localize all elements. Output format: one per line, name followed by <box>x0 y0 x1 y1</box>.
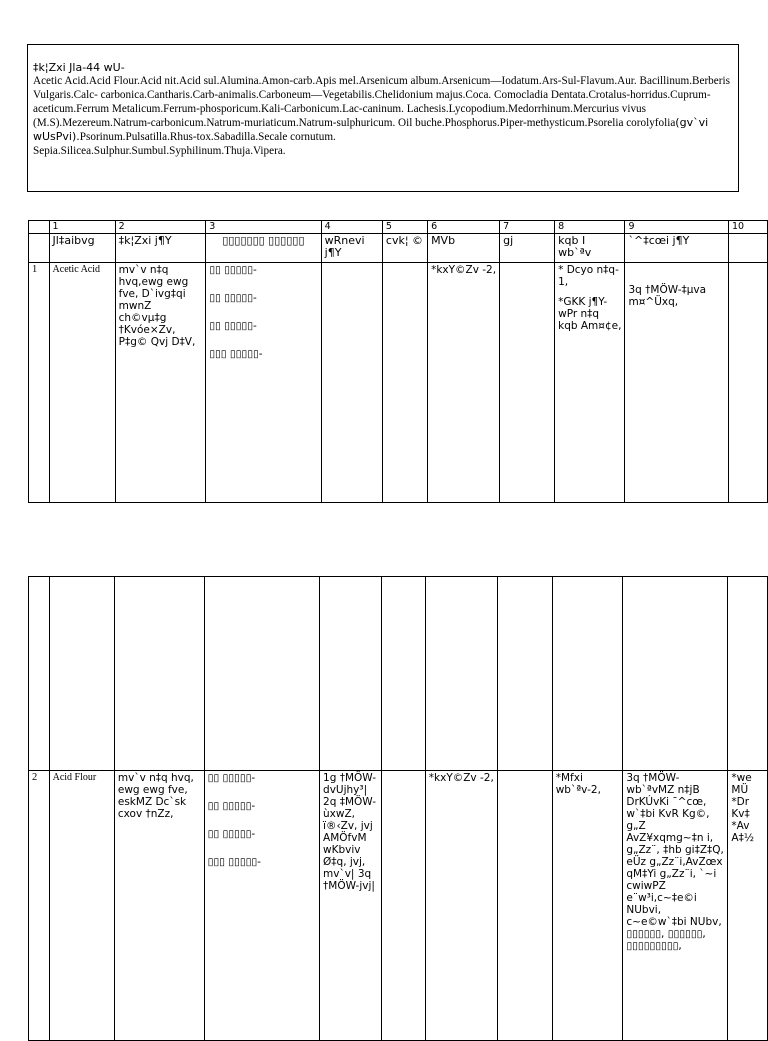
col-num-2: 2 <box>115 221 206 234</box>
col-num-0 <box>29 221 50 234</box>
side-cell <box>381 771 425 1041</box>
grade-line: ▯▯ ▯▯▯▯▯- <box>207 828 256 840</box>
col6-cell: *kxY©Zv -2, <box>425 771 497 1041</box>
grade-line: ▯▯ ▯▯▯▯▯- <box>209 292 257 304</box>
grade-line: ▯▯ ▯▯▯▯▯- <box>209 320 257 332</box>
grade-line: ▯▯▯ ▯▯▯▯▯- <box>207 856 261 868</box>
sleep-line: * Dcyo n‡q-1, <box>558 264 619 288</box>
dreams-text: 3q †MÖW-‡µva m¤^Üxq, <box>628 284 707 308</box>
col-num-5: 5 <box>382 221 427 234</box>
header-row <box>29 234 768 263</box>
grade-line: ▯▯ ▯▯▯▯▯- <box>209 264 257 276</box>
header-col-3: ▯▯▯▯▯▯▯ ▯▯▯▯▯▯ <box>206 234 321 263</box>
grade-cell <box>204 771 319 1041</box>
grade-cell <box>206 263 321 503</box>
remedy-list-box <box>27 44 739 192</box>
col10-cell <box>728 263 767 503</box>
col-num-9: 9 <box>625 221 729 234</box>
column-number-row <box>29 221 768 234</box>
dreams-cell <box>625 263 729 503</box>
col6-cell: *kxY©Zv -2, <box>428 263 500 503</box>
grade-line: ▯▯ ▯▯▯▯▯- <box>207 800 256 812</box>
col-num-3: 3 <box>206 221 321 234</box>
body-symptoms-cell: mv`v n‡q hvq, ewg ewg fve, eskMZ Dc`sk cxov †nZz, <box>114 771 204 1041</box>
symptom-table-page2 <box>28 576 768 1041</box>
col-num-10: 10 <box>728 221 767 234</box>
col-num-8: 8 <box>555 221 625 234</box>
remedy-list-text-a: Acetic Acid.Acid Flour.Acid nit.Acid sul.Alumina.Amon-carb.Apis mel.Arsenicum album.Arsenicum—Iodatum.Ars-Sul-Flavum.Aur. Bacillinum.Berberis Vulgaris.Calc- carbonica.Cantharis.Carb-animalis.Carboneum—Vegetabilis.Chelidonium majus.Coca. Comocladia Dentata.Crotalus-horridus.Cuprum-aceticum.Ferrum Metalicum.Ferrum-phosporicum.Kali-Carbonicum.Lac-caninum. Lachesis.Lycopodium.Medorrhinum.Mercurius vivus (M.S).Mezereum.Natrum-carbonicum.Natrum-muriaticum.Natrum-sulphuricum. Oil buche.Phosphorus.Piper-methysticum.Psorelia corolyfolia <box>33 75 730 129</box>
grade-line: ▯▯ ▯▯▯▯▯- <box>207 772 256 784</box>
header-col-6: MVb <box>428 234 500 263</box>
row-index: 1 <box>29 263 50 503</box>
dreams-cell: 3q †MÖW-wb`ªvMZ n‡jB DrKÚvKi ¯^cœ, w`‡bi KvR Kg©, g„Z AvZ¥xqmg~‡n i, g„Zz¨, ‡hb gi‡Z‡Q, eÜz g„Zz¨i,AvZœx qM‡Yi g„Zz¨i, `~i cwiwPZ e¨w³i,c~‡e©i NUbvi, c~e©w`‡bi NUbv, ▯▯▯▯▯▯, ▯▯▯▯▯▯, ▯▯▯▯▯▯▯▯▯, <box>623 771 728 1041</box>
sleep-cell <box>555 263 625 503</box>
symptom-table-page1 <box>28 220 768 503</box>
sleep-cell: *Mfxi wb`ªv-2, <box>552 771 623 1041</box>
header-stool: gj <box>500 234 555 263</box>
header-tongue: wRnevi j¶Y <box>321 234 382 263</box>
body-symptoms-cell: mv`v n‡q hvq,ewg ewg fve, D`ivg‡qi mwnZ ch©vµ‡g †Kvóe×Zv, P‡g© Qvj D‡V, <box>115 263 206 503</box>
row-index: 2 <box>29 771 50 1041</box>
col-num-7: 7 <box>500 221 555 234</box>
table-row <box>29 771 768 1041</box>
col-num-1: 1 <box>49 221 115 234</box>
remedy-list-text-mix: (gv`vi wUsPvi). <box>33 116 709 143</box>
stool-cell <box>500 263 555 503</box>
header-dreams: `^‡cœi j¶Y <box>625 234 729 263</box>
stool-cell <box>497 771 552 1041</box>
remedy-list-text-b: Psorinum.Pulsatilla.Rhus-tox.Sabadilla.Secale cornutum. <box>79 131 336 143</box>
tongue-cell <box>321 263 382 503</box>
sleep-line: *GKK j¶Y-wPr n‡q kqb Am¤¢e, <box>558 296 622 332</box>
header-10 <box>728 234 767 263</box>
remedy-list-title: ‡k¦Zxi Jla-44 wU- <box>33 61 125 74</box>
tongue-cell: 1g †MÖW-dvUjhy³| 2q ‡MÖW-ùxwZ, ï®‹Zv, jvj AMÖfvM wKbviv Ø‡q, jvj, mv`v| 3q †MÖW-jvj| <box>320 771 382 1041</box>
side-cell <box>382 263 427 503</box>
remedy-name: Acetic Acid <box>49 263 115 503</box>
grade-line: ▯▯▯ ▯▯▯▯▯- <box>209 348 263 360</box>
remedy-list-text <box>33 74 733 144</box>
remedy-name: Acid Flour <box>49 771 114 1041</box>
table-row-spacer <box>29 577 768 771</box>
table-row <box>29 263 768 503</box>
col-num-6: 6 <box>428 221 500 234</box>
col10-cell: *we MÜ *Dr Kv‡ *Av A‡½ <box>728 771 768 1041</box>
col-num-4: 4 <box>321 221 382 234</box>
header-0 <box>29 234 50 263</box>
header-sleep: kqb I wb`ªv <box>555 234 625 263</box>
header-remedy-name: Jl‡aibvg <box>49 234 115 263</box>
header-body-symptoms: ‡k¦Zxi j¶Y <box>115 234 206 263</box>
remedy-list-text-c: Sepia.Silicea.Sulphur.Sumbul.Syphilinum.Thuja.Vipera. <box>33 145 286 157</box>
header-side: cvk¦ © <box>382 234 427 263</box>
